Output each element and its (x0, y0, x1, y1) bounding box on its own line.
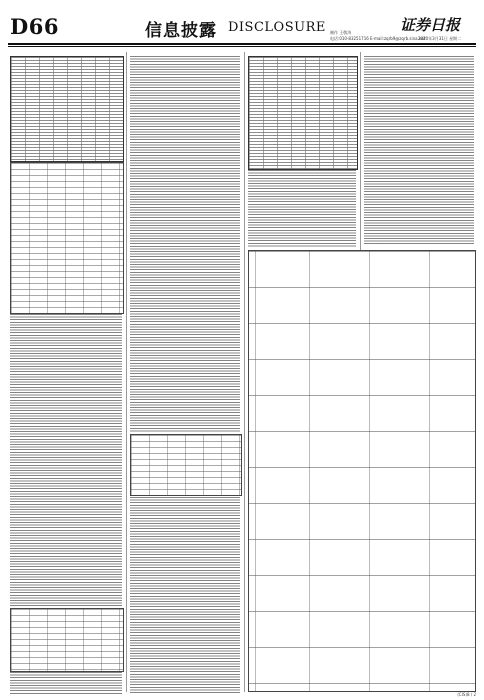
section-title-cn: 信息披露 (145, 21, 217, 41)
data-table (10, 608, 124, 672)
section-title-en: DISCLOSURE (228, 20, 326, 35)
body-text-block (364, 56, 474, 246)
column-divider (126, 52, 127, 692)
data-table-dense (248, 56, 358, 170)
column-divider (244, 52, 245, 692)
date-line: 2020年3月31日 星期二 (418, 36, 462, 41)
data-table-dense (10, 56, 124, 162)
body-text-block (130, 56, 240, 432)
contact-line: 电话:010-83251716 E-mail:zqrb9@zqrb.sina.net (330, 36, 426, 41)
header-rule-thin (8, 46, 476, 47)
masthead (0, 0, 484, 46)
editor-line: 制作 王敬涛 (330, 30, 352, 35)
body-text-block (130, 497, 240, 694)
newspaper-logo: 证券日报 (400, 16, 461, 34)
data-table (10, 162, 124, 314)
footer-code: (CIS)8 / 2 (457, 692, 476, 697)
page-number: D66 (10, 14, 59, 39)
body-text-block (248, 170, 356, 248)
data-table (130, 434, 242, 496)
disclosure-table (248, 250, 476, 692)
header-rule (8, 43, 476, 45)
body-text-block (10, 672, 122, 694)
body-text-block (10, 314, 122, 606)
